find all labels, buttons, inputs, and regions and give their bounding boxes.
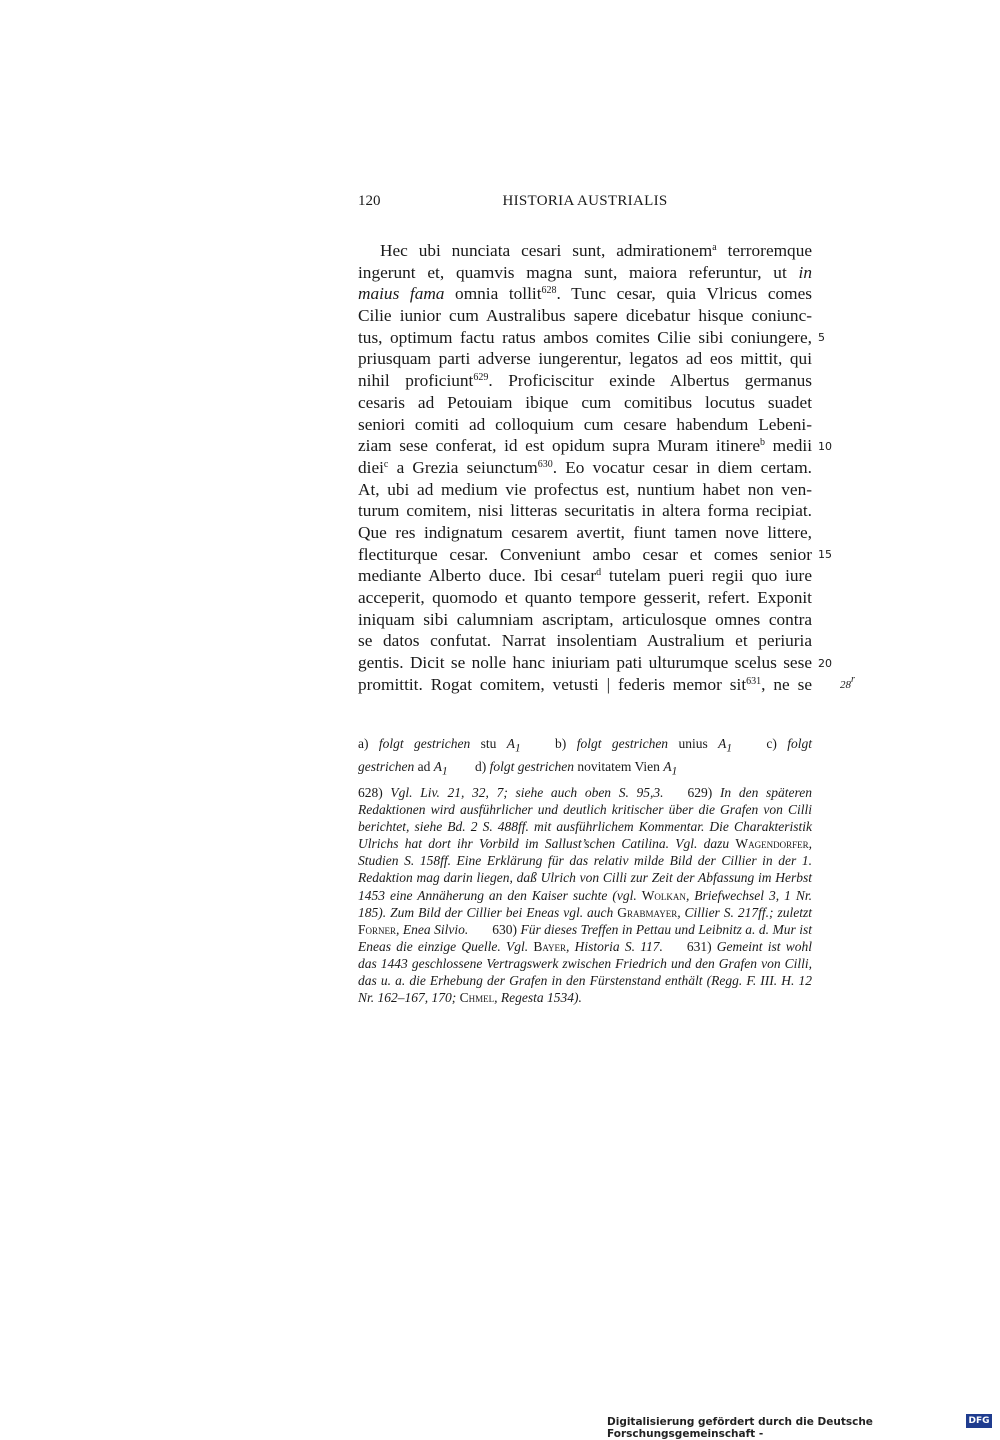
text-line: Que res indignatum cesarem avertit, fiunt tamen nove littere,: [358, 522, 812, 542]
running-title: HISTORIA AUSTRIALIS: [502, 193, 668, 209]
text-line: cesaris ad Petouiam ibique cum comitibus locutus suadet: [358, 392, 812, 412]
text-line: ziam sese conferat, id est opidum supra Muram itinere$^b$ medii: [358, 436, 812, 456]
text-line: Cilie iunior cum Australibus sapere dicebatur hisque coniunc-: [358, 306, 812, 326]
text-line: maius fama omnia tollit$^{628}$. Tunc cesar, quia Vlricus comes: [358, 284, 812, 304]
text-line: tus, optimum factu ratus ambos comites Cilie sibi coniungere,: [358, 327, 812, 347]
digitization-footer: Digitalisierung gefördert durch die Deutsche Forschungsgemeinschaft -: [607, 1416, 873, 1440]
text-line: seniori comiti ad colloquium cum cesare habendum Lebeni-: [358, 414, 812, 434]
critical-apparatus: a) folgt gestrichen stu $A_1$ b) folgt gestrichen unius $A_1$ c) folgt gestrichen ad $A_1$ d) folgt gestrichen novitatem Vien $A_1$: [358, 736, 812, 778]
line-number: 5: [818, 331, 825, 344]
dfg-logo: DFG: [966, 1414, 992, 1428]
running-header: [358, 193, 812, 215]
page-number: 120: [358, 193, 381, 209]
text-line: nihil proficiunt$^{629}$. Proficiscitur exinde Albertus germanus: [358, 371, 812, 391]
line-number: 20: [818, 657, 832, 670]
footnotes: 628) Vgl. Liv. 21, 32, 7; siehe auch oben S. 95,3. 629) In den späteren Redaktionen wird ausführlicher und deutlich kritischer über die Grafen von Cilli berichtet, siehe Bd. 2 S. 488ff. mit ausführlichem Kommentar. Die Charakteristik Ulrichs hat dort ihr Vorbild im Sallust’schen Catilina. Vgl. dazu Wagendorfer, Studien S. 158ff. Eine Erklärung für das relativ milde Bild der Cillier in der 1. Redaktion mag darin liegen, daß Ulrich von Cilli zur Zeit der Abfassung im Herbst 1453 eine Annäherung an den Kaiser suchte (vgl. Wolkan, Briefwechsel 3, 1 Nr. 185). Zum Bild der Cillier bei Eneas vgl. auch Grabmayer, Cillier S. 217ff.; zuletzt Forner, Enea Silvio. 630) Für dieses Treffen in Pettau und Leibnitz a. d. Mur ist Eneas die einzige Quelle. Vgl. Bayer, Historia S. 117. 631) Gemeint ist wohl das 1443 geschlossene Vertragswerk zwischen Friedrich und den Grafen von Cilli, das u. a. die Erhebung der Grafen in den Fürstenstand enthält (Regg. F. III. H. 12 Nr. 162–167, 170; Chmel, Regesta 1534).: [358, 785, 813, 1006]
text-line: gentis. Dicit se nolle hanc iniuriam pati ulturumque scelus sese: [358, 653, 812, 673]
text-line: acceperit, quomodo et quanto tempore gesserit, refert. Exponit: [358, 588, 812, 607]
line-number: 10: [818, 440, 832, 453]
text-line: flectiturque cesar. Conveniunt ambo cesar et comes senior: [358, 544, 812, 564]
text-line: Hec ubi nunciata cesari sunt, admirationem$^a$ terroremque: [380, 241, 813, 260]
text-line: diei$^c$ a Grezia seiunctum$^{630}$. Eo vocatur cesar in diem certam.: [358, 457, 812, 477]
text-line: At, ubi ad medium vie profectus est, nuntium habet non ven-: [358, 479, 812, 499]
folio-margin-note: 28$^r$: [840, 674, 855, 691]
text-line: se datos confutat. Narrat insolentiam Australium et periuria: [358, 631, 812, 651]
text-line: iniquam sibi calumniam ascriptam, articulosque omnes contra: [358, 609, 812, 629]
text-line: ingerunt et, quamvis magna sunt, maiora referuntur, ut in: [358, 262, 812, 282]
main-text: [358, 240, 855, 695]
text-line: turum comitem, nisi litteras securitatis in altera forma recipiat.: [358, 501, 812, 521]
line-number: 15: [818, 548, 832, 561]
text-line: promittit. Rogat comitem, vetusti | federis memor sit$^{631}$, ne se: [358, 674, 813, 694]
text-line: mediante Alberto duce. Ibi cesar$^d$ tutelam pueri regii quo iure: [358, 566, 812, 586]
text-line: priusquam parti adverse iungerentur, legatos ad eos mittit, qui: [358, 349, 812, 369]
